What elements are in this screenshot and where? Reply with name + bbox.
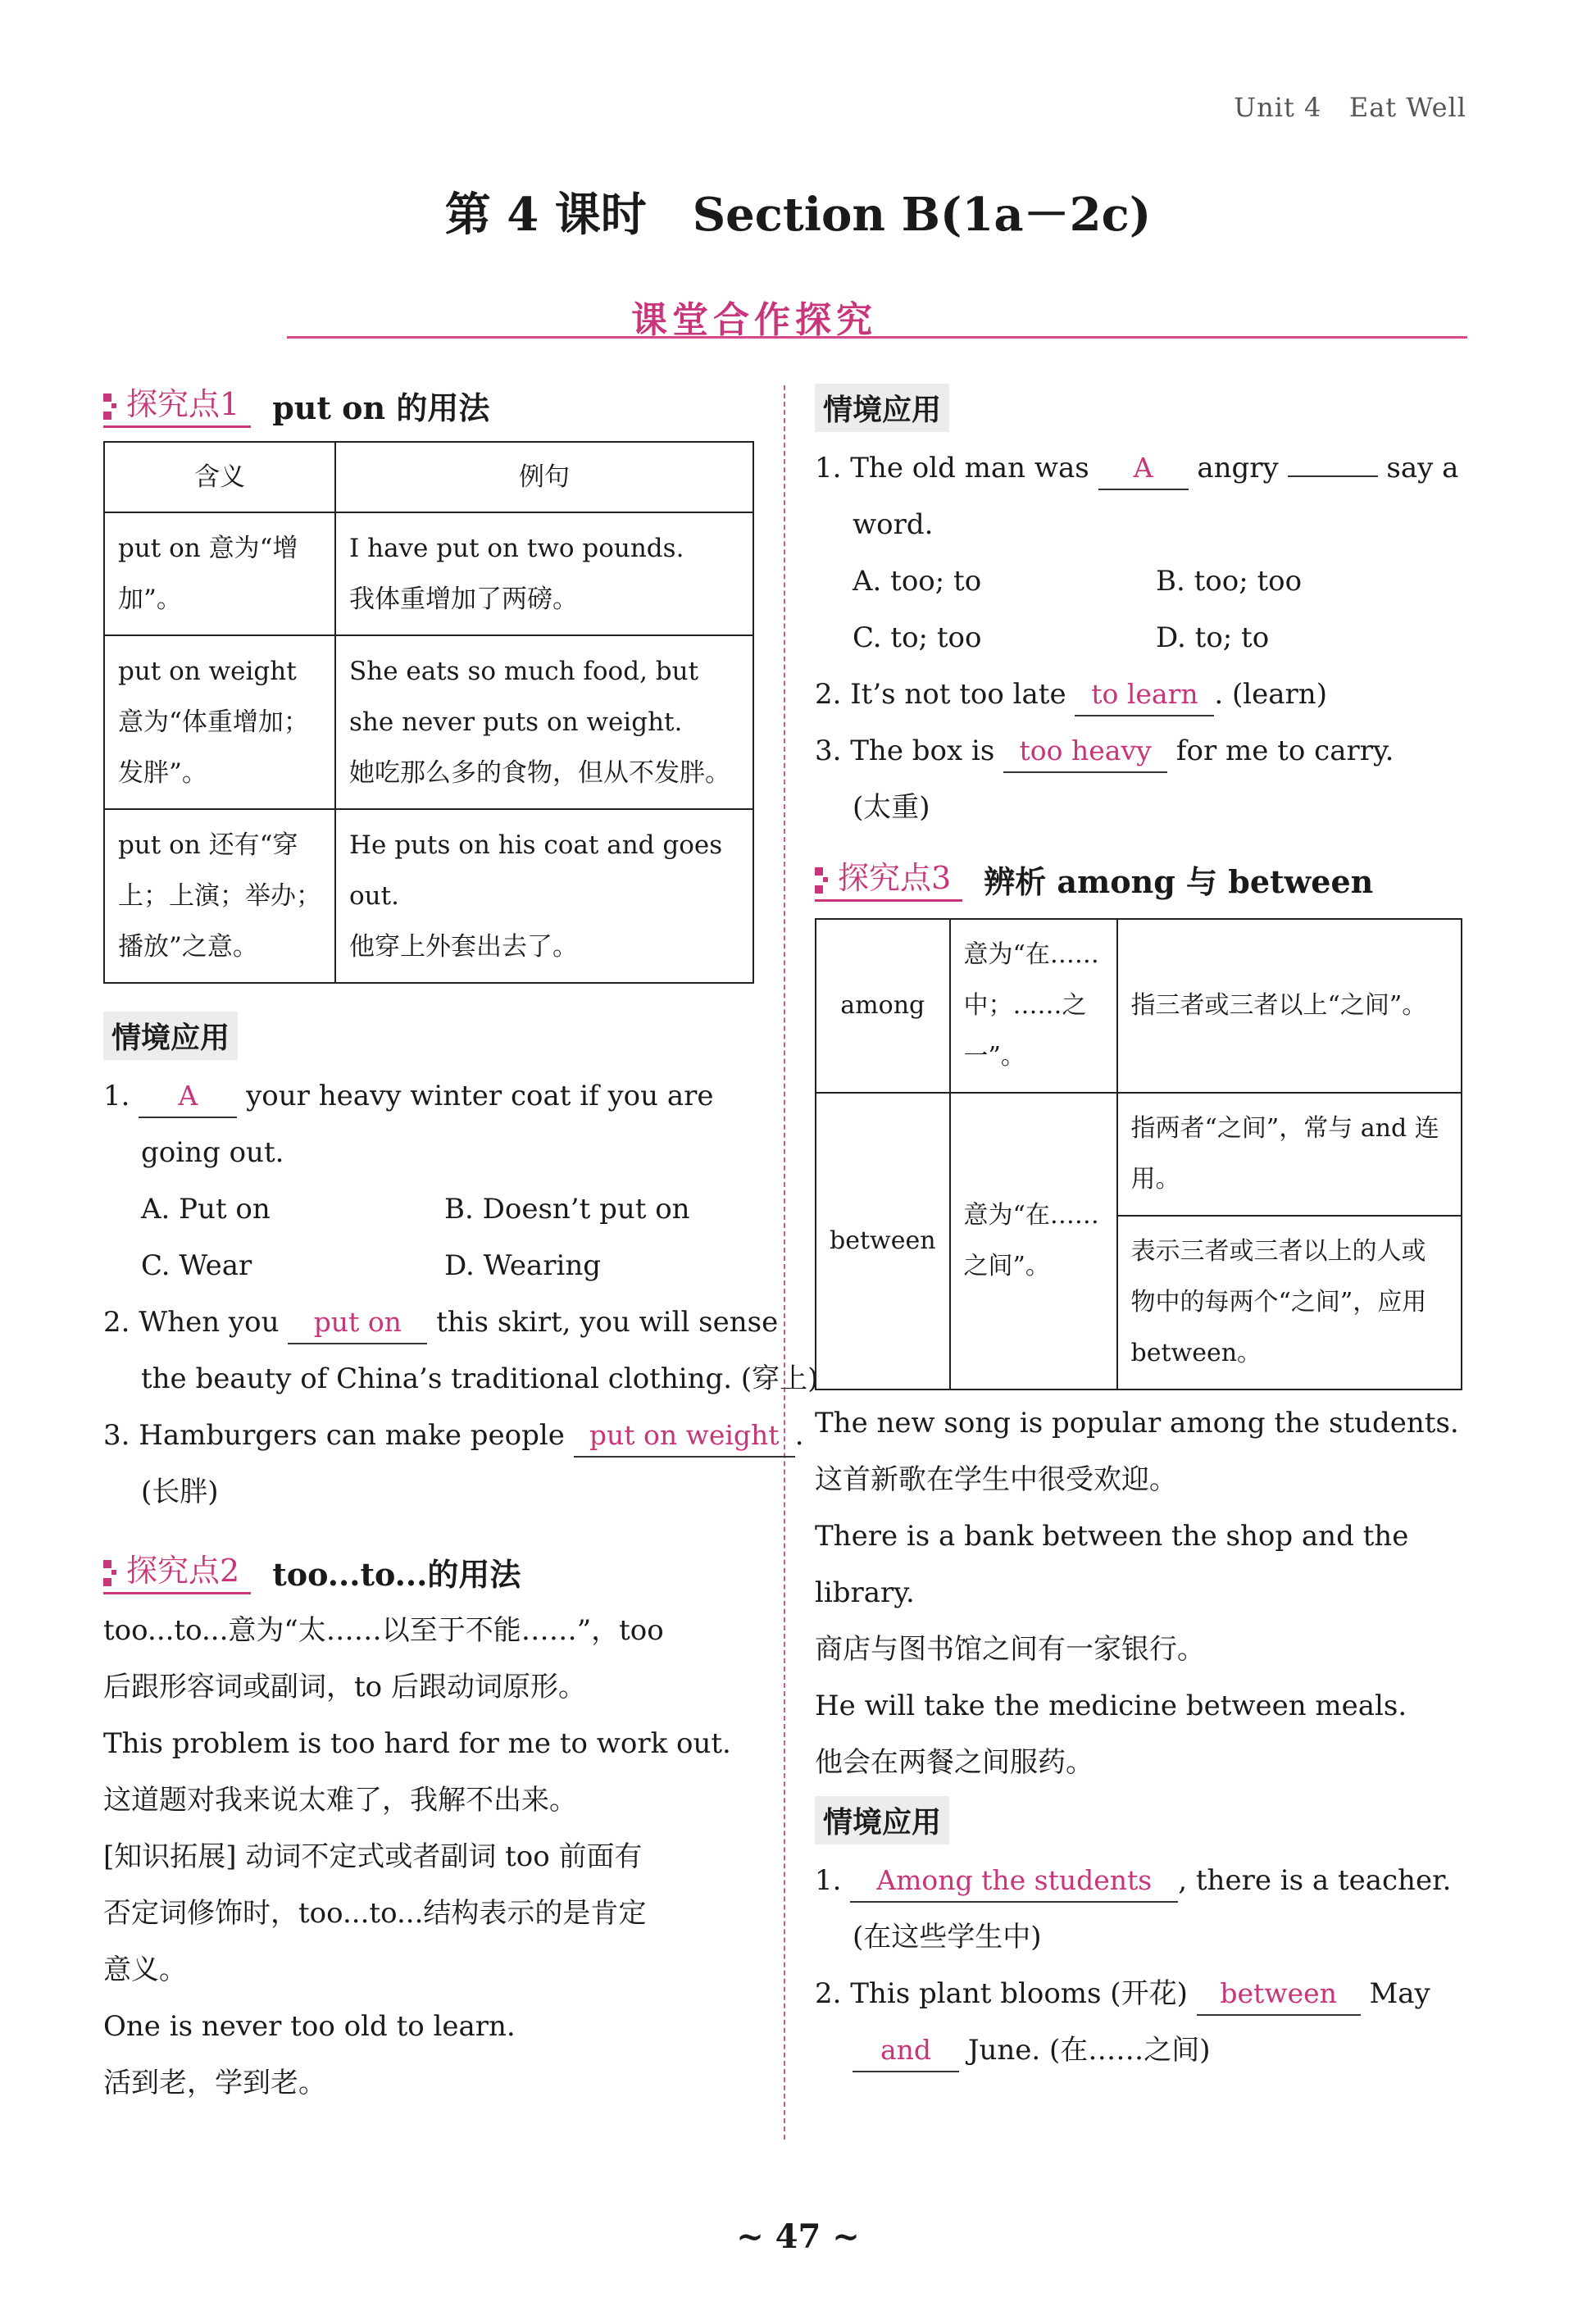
option[interactable]: D. to; to xyxy=(1156,621,1270,654)
paragraph: too...to...意为“太……以至于不能……”，too xyxy=(103,1614,664,1647)
example-zh: 商店与图书馆之间有一家银行。 xyxy=(815,1633,1205,1666)
question-2: 2. It’s not too late to learn . (learn) xyxy=(815,666,1471,723)
example-en: She eats so much food, but she never puts on weight. xyxy=(349,657,699,737)
table-row xyxy=(104,512,753,635)
question-3: 3. The box is too heavy for me to carry. xyxy=(815,723,1471,780)
answer-blank[interactable]: to learn xyxy=(1075,674,1214,716)
table-header: 含义 xyxy=(104,442,335,512)
table-row xyxy=(104,809,753,983)
example-en: There is a bank between the shop and the xyxy=(815,1520,1409,1553)
example-cell xyxy=(335,512,753,635)
option[interactable]: B. too; too xyxy=(1156,565,1303,598)
option[interactable]: C. Wear xyxy=(141,1249,252,1282)
answer-blank[interactable]: A xyxy=(139,1076,237,1118)
section-3-head xyxy=(815,853,1471,910)
unit-number: Unit 4 xyxy=(1234,92,1322,123)
question-3: 3. Hamburgers can make people put on weight . xyxy=(103,1408,759,1464)
section-1-title: put on 的用法 xyxy=(272,389,490,426)
note-cell: 表示三者或三者以上的人或物中的每两个“之间”，应用 between。 xyxy=(1117,1216,1462,1390)
running-header xyxy=(1234,92,1466,123)
knowledge-extension: 意义。 xyxy=(103,1954,187,1986)
practice-heading: 情境应用 xyxy=(815,384,949,432)
option[interactable]: A. Put on xyxy=(141,1193,271,1226)
table-header: 例句 xyxy=(335,442,753,512)
section-3-title: 辨析 among 与 between xyxy=(984,863,1374,900)
section-1-tag: 探究点1 xyxy=(103,379,251,428)
meaning-cell: 意为“在……之间”。 xyxy=(950,1093,1117,1390)
example-zh: 我体重增加了两磅。 xyxy=(349,584,578,614)
option[interactable]: A. too; to xyxy=(853,565,982,598)
practice-heading: 情境应用 xyxy=(103,1012,238,1060)
example-cell xyxy=(335,635,753,809)
question-3-cont: (太重) xyxy=(853,791,930,824)
question-2: 2. When you put on this skirt, you will sense xyxy=(103,1294,759,1351)
meaning-cell: put on 还有“穿上；上演；举办；播放”之意。 xyxy=(104,809,335,983)
page-number: ~ 47 ~ xyxy=(736,2217,860,2256)
question-2-cont: and June. (在……之间) xyxy=(815,2022,1471,2079)
knowledge-extension: [知识拓展] 动词不定式或者副词 too 前面有 xyxy=(103,1840,643,1873)
example-cell xyxy=(335,809,753,983)
right-column xyxy=(815,379,1471,2079)
table-row xyxy=(104,635,753,809)
among-between-table xyxy=(815,918,1462,1390)
example-en: The new song is popular among the students. xyxy=(815,1407,1459,1440)
meaning-cell: put on 意为“增加”。 xyxy=(104,512,335,635)
example-en: One is never too old to learn. xyxy=(103,2010,516,2043)
answer-blank[interactable]: and xyxy=(853,2030,959,2072)
option[interactable]: D. Wearing xyxy=(444,1249,602,1282)
word-cell: between xyxy=(816,1093,950,1390)
banner-rule xyxy=(287,336,1467,339)
answer-blank[interactable]: between xyxy=(1197,1973,1361,2016)
note-cell: 指三者或三者以上“之间”。 xyxy=(1117,919,1462,1093)
knowledge-extension: 否定词修饰时，too...to...结构表示的是肯定 xyxy=(103,1897,647,1930)
put-on-table xyxy=(103,441,754,984)
meaning-cell: 意为“在……中；……之一”。 xyxy=(950,919,1117,1093)
note-cell: 指两者“之间”，常与 and 连用。 xyxy=(1117,1093,1462,1216)
example-en: This problem is too hard for me to work out. xyxy=(103,1727,731,1760)
question-1-cont: (在这些学生中) xyxy=(853,1921,1042,1954)
banner-text: 课堂合作探究 xyxy=(631,299,877,341)
option[interactable]: B. Doesn’t put on xyxy=(444,1193,690,1226)
example-zh: 他穿上外套出去了。 xyxy=(349,932,578,962)
answer-blank[interactable]: put on xyxy=(288,1302,427,1344)
section-2-head xyxy=(103,1545,759,1603)
section-1-head xyxy=(103,379,759,436)
example-zh: 活到老，学到老。 xyxy=(103,2067,326,2099)
example-en: He puts on his coat and goes out. xyxy=(349,830,723,911)
answer-blank[interactable]: A xyxy=(1098,448,1189,490)
table-row xyxy=(816,919,1462,1093)
word-cell: among xyxy=(816,919,950,1093)
section-3-tag: 探究点3 xyxy=(815,853,962,902)
paragraph: 后跟形容词或副词，to 后跟动词原形。 xyxy=(103,1671,586,1703)
example-en: I have put on two pounds. xyxy=(349,534,684,563)
table-header-row xyxy=(104,442,753,512)
table-row xyxy=(816,1093,1462,1216)
answer-blank[interactable]: too heavy xyxy=(1003,730,1167,773)
question-1-options xyxy=(815,553,1471,610)
question-1-options xyxy=(815,610,1471,666)
question-1-cont: word. xyxy=(853,508,934,541)
question-3-cont: (长胖) xyxy=(141,1476,219,1508)
section-banner xyxy=(287,289,1467,346)
section-2-tag: 探究点2 xyxy=(103,1545,251,1594)
question-1-cont: going out. xyxy=(141,1136,284,1169)
question-1: 1. Among the students , there is a teacher. xyxy=(815,1853,1471,1909)
question-1: 1. The old man was A angry say a xyxy=(815,440,1471,497)
practice-heading: 情境应用 xyxy=(815,1796,949,1844)
example-zh: 她吃那么多的食物，但从不发胖。 xyxy=(349,758,730,788)
page-title: 第 4 课时 Section B(1a－2c) xyxy=(444,188,1152,242)
example-en: He will take the medicine between meals. xyxy=(815,1690,1407,1722)
answer-blank-empty[interactable] xyxy=(1288,475,1378,477)
example-zh: 他会在两餐之间服药。 xyxy=(815,1746,1094,1779)
option[interactable]: C. to; too xyxy=(853,621,982,654)
example-en: library. xyxy=(815,1576,915,1609)
left-column xyxy=(103,379,819,2112)
example-zh: 这道题对我来说太难了，我解不出来。 xyxy=(103,1784,577,1817)
question-1-options xyxy=(103,1238,759,1294)
question-2: 2. This plant blooms (开花) between May xyxy=(815,1966,1471,2022)
question-1-options xyxy=(103,1181,759,1238)
column-divider xyxy=(784,385,785,2140)
meaning-cell: put on weight 意为“体重增加；发胖”。 xyxy=(104,635,335,809)
example-zh: 这首新歌在学生中很受欢迎。 xyxy=(815,1463,1177,1496)
question-2-cont: the beauty of China’s traditional clothing. (穿上) xyxy=(141,1362,819,1395)
answer-blank[interactable]: put on weight xyxy=(574,1415,795,1458)
section-2-title: too...to...的用法 xyxy=(272,1556,521,1593)
answer-blank[interactable]: Among the students xyxy=(850,1860,1178,1903)
question-1: 1. A your heavy winter coat if you are xyxy=(103,1068,759,1125)
unit-title: Eat Well xyxy=(1348,92,1466,123)
